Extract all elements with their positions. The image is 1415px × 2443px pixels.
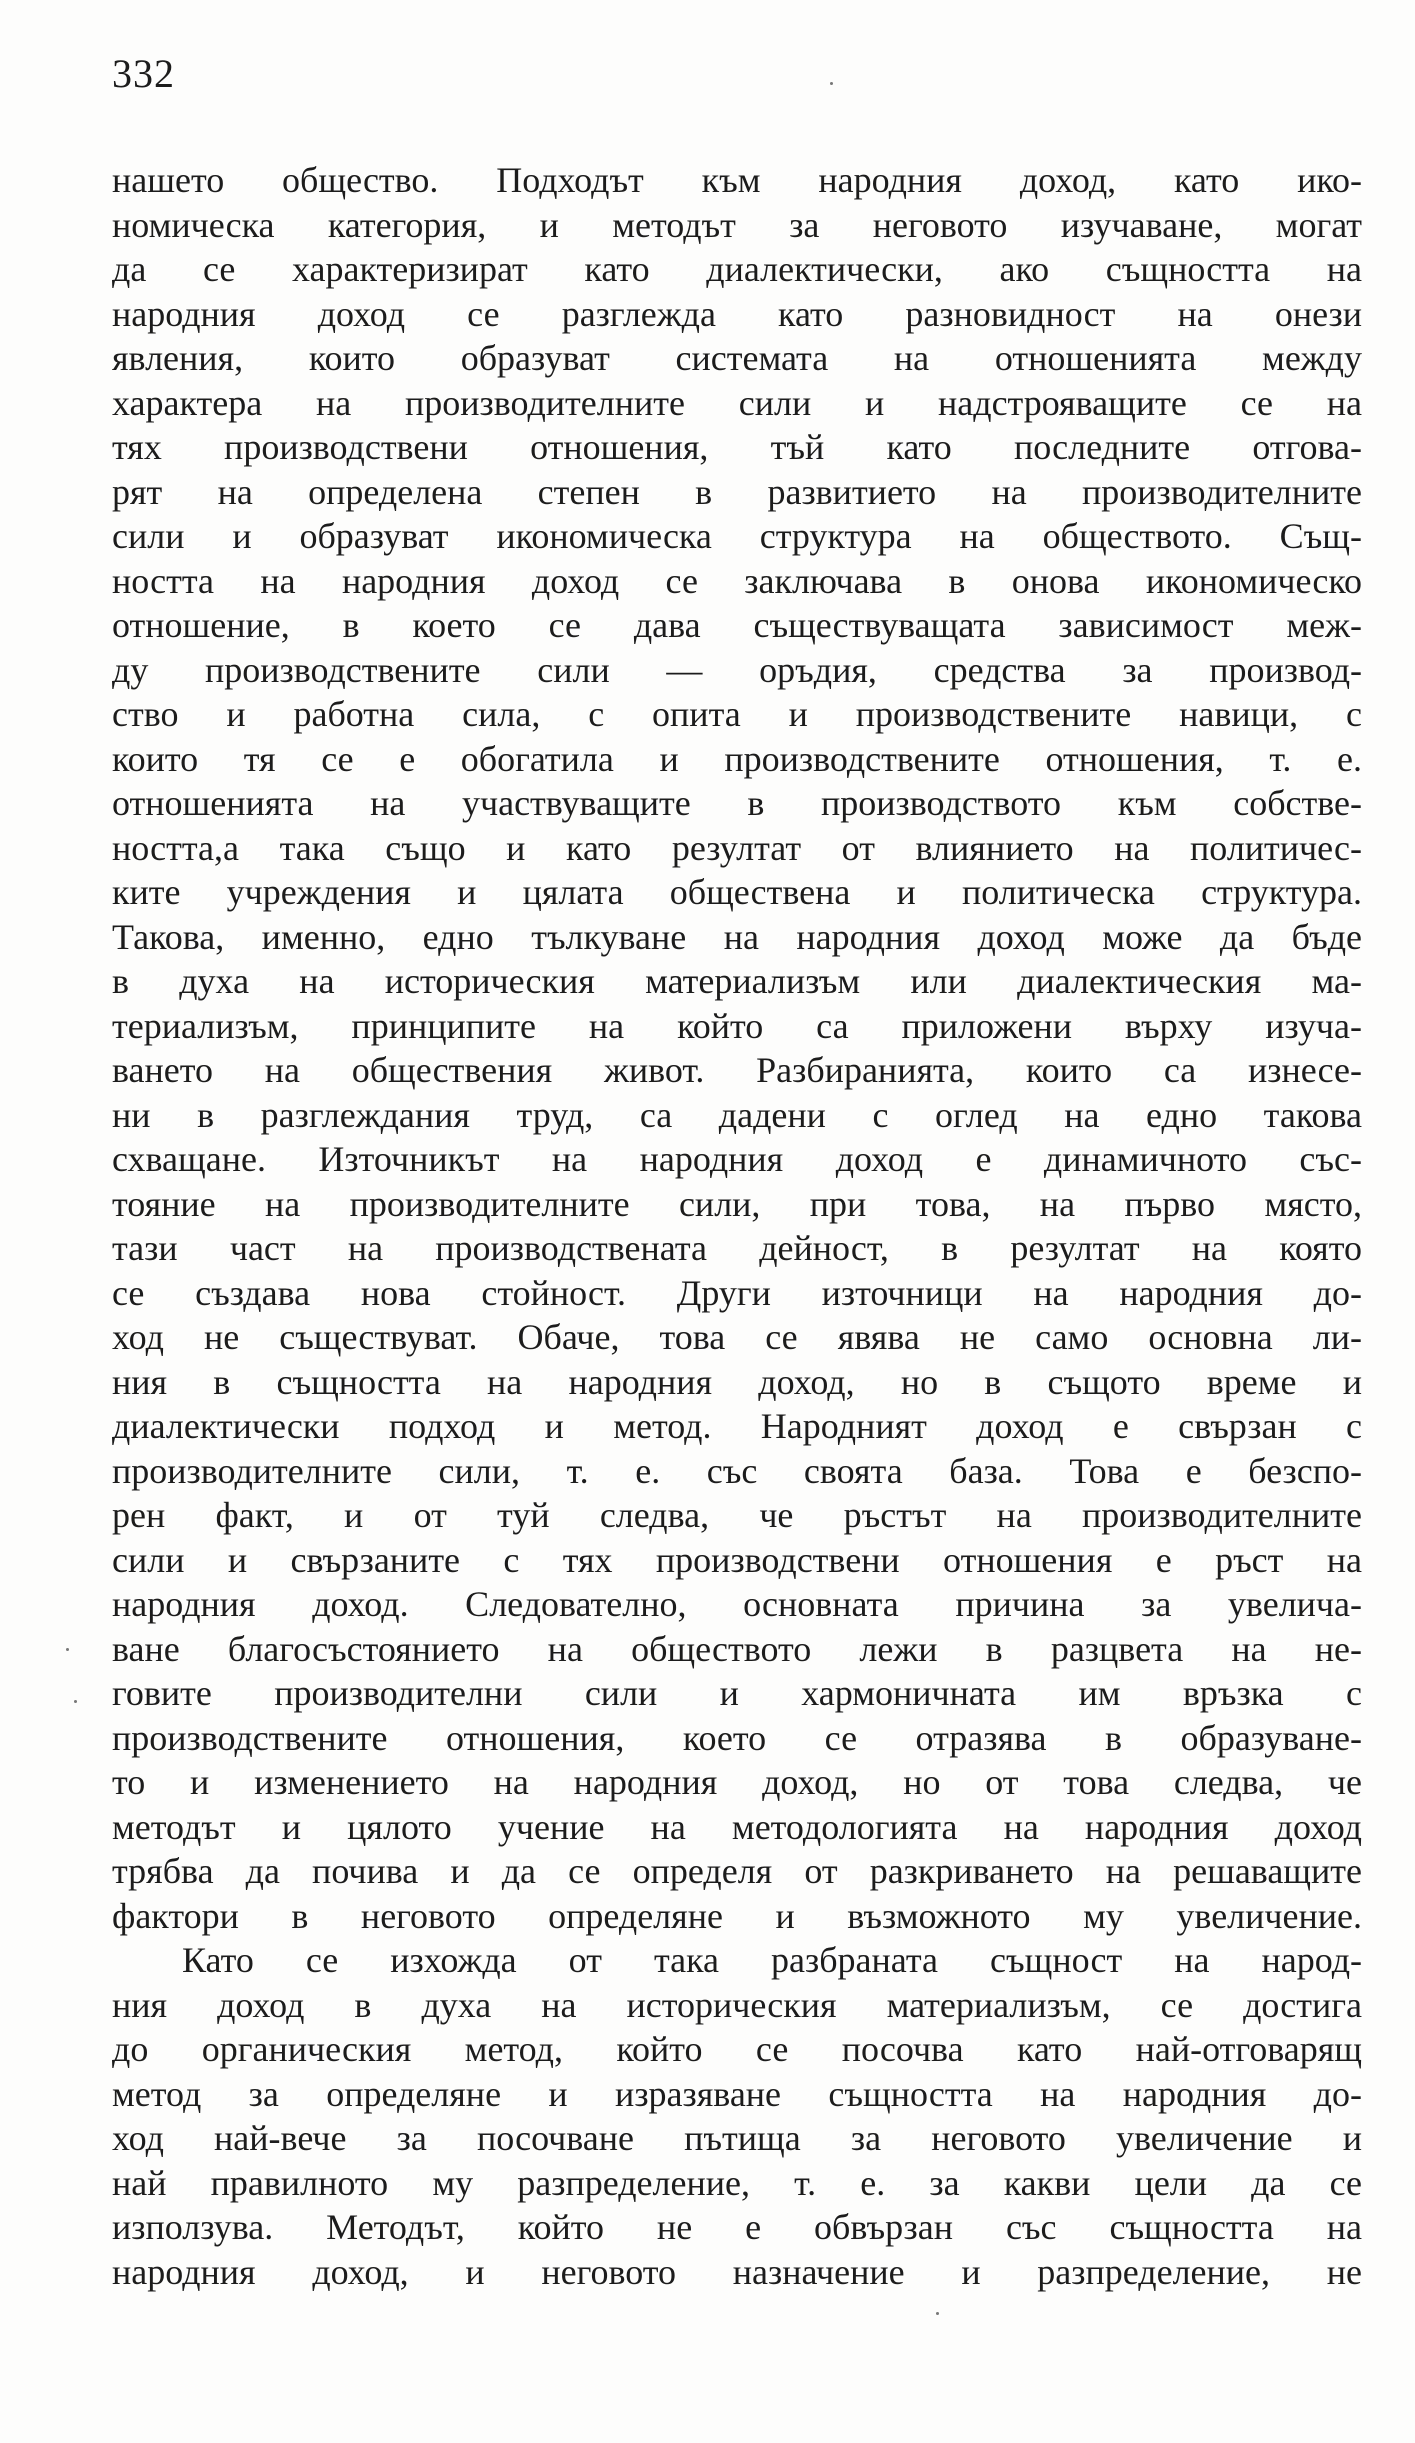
text-line: фактори в неговото определяне и възможното му увеличение. (112, 1895, 1362, 1936)
text-line: Такова, именно, едно тълкуване на народния доход може да бъде (112, 916, 1362, 957)
text-line: характера на производителните сили и надстрояващите се на (112, 382, 1362, 423)
text-line: ство и работна сила, с опита и производствените навици, с (112, 694, 1362, 734)
text-line: използува. Методът, който не е обвързан със същността на (112, 2207, 1362, 2247)
print-speck (66, 1648, 69, 1651)
text-line: сили и образуват икономическа структура на обществото. Същ- (112, 516, 1362, 556)
text-line: ване благосъстоянието на обществото лежи в разцвета на не- (112, 1628, 1362, 1669)
text-line: ния в същността на народния доход, но в същото време и (112, 1361, 1362, 1402)
text-line: номическа категория, и методът за неговото изучаване, могат (112, 204, 1362, 245)
text-line: рен факт, и от туй следва, че ръстът на производителните (112, 1495, 1362, 1535)
print-speck (936, 2312, 939, 2315)
text-line: ността,а така също и като резултат от влиянието на политичес- (112, 827, 1362, 868)
text-line: схващане. Източникът на народния доход е динамичното със- (112, 1139, 1362, 1179)
paragraph-first-line: Като се изхожда от така разбраната същност на народ- (182, 1940, 1362, 1980)
text-line: ния доход в духа на историческия материализъм, се достига (112, 1984, 1362, 2025)
print-speck (74, 1700, 77, 1703)
page-number: 332 (112, 51, 175, 96)
text-line: производителните сили, т. е. със своята база. Това е безспо- (112, 1450, 1362, 1491)
text-line: народния доход, и неговото назначение и разпределение, не (112, 2251, 1362, 2292)
text-line: ход не съществуват. Обаче, това се явява не само основна ли- (112, 1317, 1362, 1357)
text-line: нашето общество. Подходът към народния доход, като ико- (112, 160, 1362, 200)
print-speck (830, 82, 833, 85)
text-line: тази част на производствената дейност, в резултат на която (112, 1228, 1362, 1268)
text-line: да се характеризират като диалектически, ако същността на (112, 249, 1362, 289)
text-line: народния доход. Следователно, основната причина за увелича- (112, 1584, 1362, 1624)
text-line: сили и свързаните с тях производствени отношения е ръст на (112, 1539, 1362, 1580)
text-line: явления, които образуват системата на отношенията между (112, 338, 1362, 378)
text-line: териализъм, принципите на който са приложени върху изуча- (112, 1005, 1362, 1046)
text-line: ду производствените сили — оръдия, средства за производ- (112, 649, 1362, 690)
text-line: народния доход се разглежда като разновидност на онези (112, 293, 1362, 334)
text-line: ките учреждения и цялата обществена и политическа структура. (112, 872, 1362, 912)
body-text (112, 158, 1362, 2294)
text-line: до органическия метод, който се посочва като най-отговарящ (112, 2029, 1362, 2069)
text-line: тях производствени отношения, тъй като последните отгова- (112, 427, 1362, 467)
text-line: в духа на историческия материализъм или диалектическия ма- (112, 961, 1362, 1001)
text-line: говите производителни сили и хармоничната им връзка с (112, 1673, 1362, 1713)
text-line: диалектически подход и метод. Народният доход е свързан с (112, 1406, 1362, 1446)
text-line: методът и цялото учение на методологията на народния доход (112, 1806, 1362, 1847)
text-line: ността на народния доход се заключава в онова икономическо (112, 560, 1362, 601)
text-line: производствените отношения, което се отразява в образуване- (112, 1717, 1362, 1758)
text-line: които тя се е обогатила и производствените отношения, т. е. (112, 738, 1362, 779)
text-line: трябва да почива и да се определя от разкриването на решаващите (112, 1851, 1362, 1891)
text-line: метод за определяне и изразяване същността на народния до- (112, 2073, 1362, 2114)
text-line: ването на обществения живот. Разбиранията, които са изнесе- (112, 1050, 1362, 1090)
text-line: най правилното му разпределение, т. е. за какви цели да се (112, 2162, 1362, 2203)
text-line: се създава нова стойност. Други източници на народния до- (112, 1272, 1362, 1313)
text-line: отношенията на участвуващите в производството към собстве- (112, 783, 1362, 823)
text-line: тояние на производителните сили, при това, на първо място, (112, 1183, 1362, 1224)
text-line: рят на определена степен в развитието на производителните (112, 471, 1362, 512)
text-line: то и изменението на народния доход, но от това следва, че (112, 1762, 1362, 1802)
text-line: ни в разглеждания труд, са дадени с оглед на едно такова (112, 1094, 1362, 1135)
text-line: ход най-вече за посочване пътища за неговото увеличение и (112, 2118, 1362, 2158)
text-line: отношение, в което се дава съществуващата зависимост меж- (112, 605, 1362, 645)
